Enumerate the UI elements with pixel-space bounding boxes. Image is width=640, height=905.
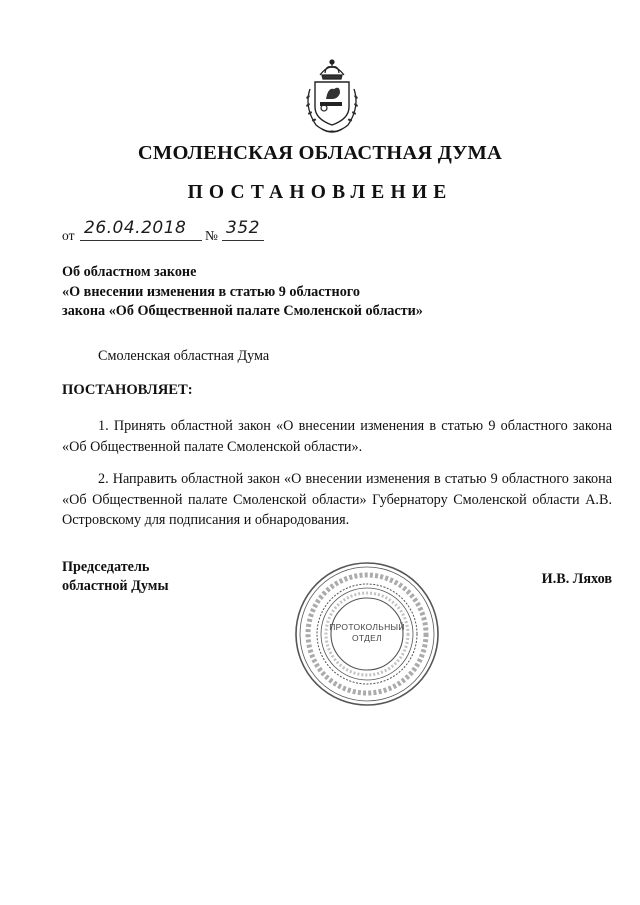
- handwritten-date: 26.04.2018: [84, 218, 187, 238]
- seal-text-line: ОТДЕЛ: [351, 633, 383, 643]
- date-number-line: [62, 218, 362, 246]
- signatory-position: [62, 558, 169, 596]
- resolves-heading: ПОСТАНОВЛЯЕТ:: [62, 382, 193, 398]
- number-underline: [222, 240, 264, 241]
- resolution-item-2: 2. Направить областной закон «О внесении изменения в статью 9 областного закона «Об Общественной палате Смоленской области» Губернатору Смоленской области А.В. Островскому для подписания и обнародования.: [62, 471, 612, 528]
- subject-line: закона «Об Общественной палате Смоленской области»: [62, 303, 423, 319]
- resolution-item-1: 1. Принять областной закон «О внесении изменения в статью 9 областного закона «Об Общественной палате Смоленской области».: [62, 418, 612, 455]
- subject-line: «О внесении изменения в статью 9 областного: [62, 283, 360, 300]
- organization-title: СМОЛЕНСКАЯ ОБЛАСТНАЯ ДУМА: [137, 142, 503, 164]
- document-type: ПОСТАНОВЛЕНИЕ: [187, 182, 453, 203]
- handwritten-number: 352: [226, 218, 260, 238]
- position-line: Председатель: [62, 559, 150, 575]
- intro-text: Смоленская областная Дума: [98, 348, 270, 364]
- number-label: №: [205, 228, 218, 243]
- position-line: областной Думы: [62, 578, 169, 594]
- seal-text-line: ПРОТОКОЛЬНЫЙ: [329, 622, 405, 632]
- signatory-name: И.В. Ляхов: [541, 571, 612, 587]
- date-underline: [80, 240, 202, 241]
- seal-center-text: [326, 622, 408, 644]
- document-subject: [62, 263, 423, 322]
- coat-of-arms-icon: [296, 55, 368, 137]
- date-from-label: от: [62, 228, 75, 243]
- subject-line: Об областном законе: [62, 264, 197, 280]
